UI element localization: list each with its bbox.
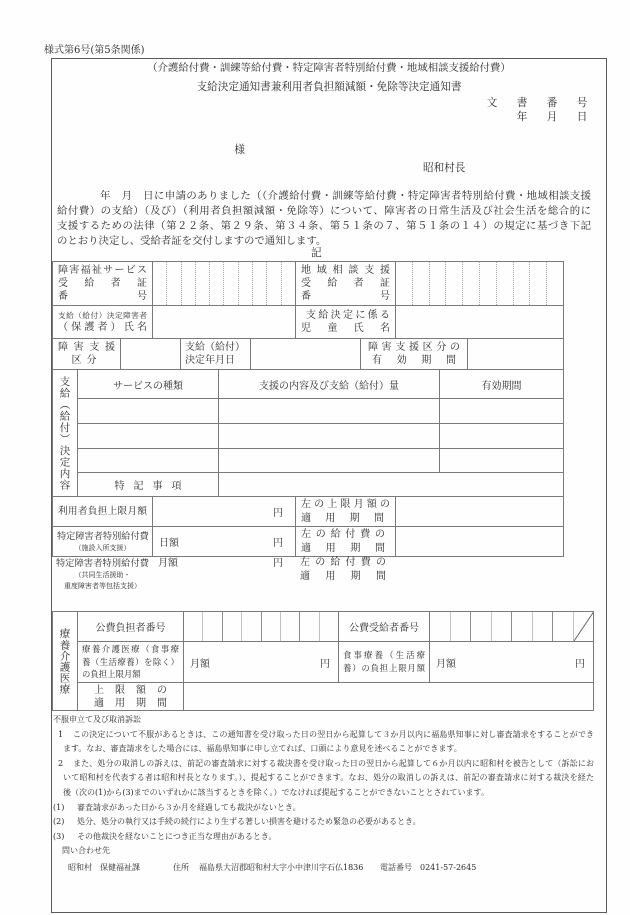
label-line: 児童氏名 bbox=[301, 323, 390, 334]
monthly-cap-period-value bbox=[395, 496, 564, 527]
item-text: いて昭和村を代表する者は昭和村長となります。）、提起することができます。なお、処分の取消しの訴えは、前記の審査請求に対する裁決を経た bbox=[63, 773, 594, 783]
digit-box bbox=[514, 262, 531, 305]
decision-date-value bbox=[250, 338, 361, 370]
issue-date bbox=[507, 110, 597, 124]
group-home-benefit-period-label bbox=[300, 556, 386, 584]
digit-box bbox=[153, 262, 167, 305]
label-line: 番号 bbox=[58, 291, 147, 302]
label-line: 上限額の bbox=[94, 684, 167, 696]
digit-box bbox=[497, 262, 514, 305]
regional-cert-label bbox=[295, 261, 396, 306]
condition-number: (3) bbox=[53, 831, 65, 841]
cap-period-label bbox=[77, 682, 184, 711]
medical-cap-label bbox=[77, 641, 184, 683]
label-line: 障害支援 bbox=[58, 342, 115, 353]
group-home-benefit-label bbox=[56, 557, 149, 592]
label-line: 養）の負担上限月額 bbox=[343, 663, 425, 673]
condition-text: 処分、処分の執行又は手続の続行により生ずる著しい損害を避けるため緊急の必要があるとき。 bbox=[77, 817, 421, 827]
appeal-notice bbox=[52, 713, 605, 876]
phone-label: 電話番号 bbox=[380, 862, 412, 872]
digit-box bbox=[184, 612, 203, 641]
digit-box bbox=[396, 262, 413, 305]
contact-address bbox=[173, 861, 363, 876]
decision-contents-section bbox=[52, 369, 78, 497]
recipient-number-boxes bbox=[429, 611, 594, 642]
digit-box bbox=[267, 262, 281, 305]
slash-mark bbox=[574, 612, 594, 641]
yen-unit: 円 bbox=[575, 658, 585, 670]
form-id: 様式第6号(第5条関係) bbox=[44, 45, 145, 56]
yen-unit: 円 bbox=[320, 658, 330, 670]
contact-phone bbox=[380, 861, 476, 876]
body-paragraph bbox=[57, 189, 591, 249]
service-type-cell bbox=[77, 423, 219, 449]
payer-number-boxes bbox=[183, 611, 339, 642]
digit-box bbox=[196, 262, 210, 305]
label-line: 左の上限月額の bbox=[301, 498, 390, 510]
label-line: 利用者負担上限月額 bbox=[58, 506, 147, 517]
digit-box bbox=[224, 262, 238, 305]
appeal-heading: 不服申立て及び取消訴訟 bbox=[53, 715, 141, 724]
digit-box bbox=[281, 612, 300, 641]
label-line: 適用期間 bbox=[94, 697, 167, 709]
item-text: この決定について不服があるときは、この通知書を受け取った日の翌日から起算して３か月以内に福島県知事に対し審査請求をすることができ bbox=[73, 729, 594, 739]
ki-heading: 記 bbox=[311, 247, 322, 259]
validity-period-cell bbox=[439, 423, 564, 449]
label-line: 養（生活療養）を除く） bbox=[82, 656, 179, 667]
label-line: 有効期間 bbox=[372, 355, 456, 366]
digit-box bbox=[547, 262, 563, 305]
amount-basis: 日額 bbox=[159, 538, 179, 549]
facility-benefit-amount bbox=[152, 526, 296, 557]
yen-unit: 円 bbox=[273, 508, 283, 519]
addressee-honorific: 様 bbox=[234, 144, 245, 156]
facility-benefit-period-label bbox=[295, 526, 396, 557]
appeal-condition bbox=[52, 815, 605, 830]
decision-contents-label: 支給（給付）決定内容 bbox=[58, 376, 71, 490]
group-home-benefit-basis: 月額 bbox=[158, 558, 178, 569]
item-number: 1 bbox=[58, 729, 64, 739]
label-line: 特定障害者特別給付費 bbox=[56, 558, 149, 569]
label-line: 重度障害者等包括支援） bbox=[64, 582, 141, 590]
body-line: 支援するための法律（第２２条、第２９条、第３４条、第５１条の７、第５１条の１４）の規定に基づき下記 bbox=[57, 220, 591, 232]
amount-basis: 月額 bbox=[436, 658, 456, 670]
label-line: 決定年月日 bbox=[185, 355, 235, 366]
digit-box bbox=[471, 612, 492, 641]
issue-date-char: 日 bbox=[576, 111, 588, 123]
digit-box bbox=[239, 262, 253, 305]
digit-box bbox=[492, 612, 513, 641]
appeal-condition bbox=[52, 801, 605, 816]
child-name-label bbox=[295, 305, 396, 339]
condition-text: その他裁決を経ないことにつき正当な理由があるとき。 bbox=[77, 831, 277, 841]
header-validity-period: 有効期間 bbox=[439, 369, 564, 399]
label-line: 食事療養（生活療 bbox=[343, 650, 425, 660]
label-line: 適用期間 bbox=[300, 571, 386, 582]
document-number-char: 号 bbox=[576, 97, 588, 109]
document-number-char: 書 bbox=[516, 97, 528, 109]
title-line-2: 支給決定通知書兼利用者負担額減額・免除等決定通知書 bbox=[196, 81, 462, 93]
condition-number: (2) bbox=[53, 817, 65, 827]
issue-date-char: 年 bbox=[516, 111, 528, 123]
medical-care-label: 療養介護医療 bbox=[58, 628, 71, 694]
label-line: 障害福祉サービス bbox=[58, 265, 147, 276]
document-number bbox=[477, 96, 597, 110]
label-line: 療養介護医療（食事療 bbox=[82, 644, 179, 655]
service-type-cell bbox=[77, 398, 219, 424]
recipient-name-value bbox=[152, 305, 296, 339]
appeal-item bbox=[52, 757, 605, 772]
label-line: （施設入所支援） bbox=[74, 543, 131, 552]
decision-date-label bbox=[180, 338, 251, 370]
digit-box bbox=[203, 612, 222, 641]
digit-box bbox=[530, 262, 547, 305]
digit-box bbox=[223, 612, 242, 641]
meal-cap-label bbox=[338, 641, 430, 683]
digit-box bbox=[463, 262, 480, 305]
group-home-benefit-unit: 円 bbox=[273, 558, 283, 569]
item-continuation: ます。なお、審査請求をした場合には、福島県知事に申し立てれば、口頭により意見を述べることができます。 bbox=[63, 744, 462, 754]
recipient-name-label bbox=[52, 305, 153, 339]
document-number-char: 番 bbox=[546, 97, 558, 109]
support-content-cell bbox=[218, 448, 440, 473]
validity-period-cell bbox=[439, 448, 564, 473]
support-content-cell bbox=[218, 398, 440, 424]
category-validity-label bbox=[360, 338, 468, 370]
digit-box bbox=[320, 612, 338, 641]
facility-benefit-period-value bbox=[395, 526, 564, 557]
addressee bbox=[100, 143, 245, 157]
contact-line bbox=[52, 861, 605, 876]
digit-box bbox=[480, 262, 497, 305]
title-line-1: （介護給付費・訓練等給付費・特定障害者特別給付費・地域相談支援給付費） bbox=[147, 62, 511, 74]
label-line: 支給決定に係る bbox=[306, 310, 390, 321]
digit-box bbox=[430, 612, 451, 641]
contact-heading: 問い合わせ先 bbox=[62, 846, 110, 856]
label-line: 支給（給付） bbox=[185, 342, 245, 353]
issue-date-char: 月 bbox=[546, 111, 558, 123]
body-line: 年 月 日に申請のありました（（介護給付費・訓練等給付費・特定障害者特別給付費・地域相談支援 bbox=[100, 190, 591, 202]
validity-period-cell bbox=[439, 398, 564, 424]
condition-number: (1) bbox=[53, 802, 65, 812]
appeal-condition bbox=[52, 830, 605, 845]
digit-box bbox=[282, 262, 295, 305]
address-label: 住所 bbox=[173, 862, 189, 872]
digit-box bbox=[167, 262, 181, 305]
digit-box bbox=[451, 612, 472, 641]
label-line: 左の給付費の bbox=[300, 557, 386, 568]
label-line: （共同生活援助・ bbox=[74, 571, 131, 579]
support-content-cell bbox=[218, 423, 440, 449]
monthly-cap-label bbox=[52, 496, 153, 527]
digit-box bbox=[182, 262, 196, 305]
digit-box bbox=[446, 262, 463, 305]
category-validity-value bbox=[467, 338, 564, 370]
label-line: 受給者証 bbox=[301, 278, 390, 289]
digit-box bbox=[430, 262, 447, 305]
payer-number-label: 公費負担者番号 bbox=[77, 611, 184, 642]
welfare-cert-number-boxes bbox=[152, 261, 296, 306]
document-number-char: 文 bbox=[486, 97, 498, 109]
digit-box bbox=[512, 612, 533, 641]
support-category-label bbox=[52, 338, 121, 370]
label-line: 番号 bbox=[301, 291, 390, 302]
label-line: 障害支援区分の bbox=[368, 342, 460, 353]
remarks-label: 特記事項 bbox=[77, 472, 219, 497]
label-line: 地域相談支援 bbox=[301, 265, 390, 276]
header-service-type: サービスの種類 bbox=[77, 369, 219, 399]
label-line: の負担上限月額 bbox=[82, 669, 141, 680]
remarks-value bbox=[218, 472, 564, 497]
digit-box bbox=[413, 262, 430, 305]
digit-box bbox=[242, 612, 261, 641]
address-value: 福島県大沼郡昭和村大字小中津川字石仏1836 bbox=[199, 862, 364, 872]
item-number: 2 bbox=[58, 758, 64, 768]
body-line: 給付費）の支給）（及び）（利用者負担額減額・免除等）について、障害者の日常生活及び社会生活を総合的に bbox=[57, 205, 591, 217]
label-line: 左の給付費の bbox=[301, 528, 385, 540]
label-line: 特定障害者特別給付費 bbox=[57, 530, 149, 542]
recipient-number-label: 公費受給者番号 bbox=[338, 611, 430, 642]
digit-box bbox=[553, 612, 574, 641]
yen-unit: 円 bbox=[273, 538, 283, 549]
support-category-value bbox=[120, 338, 181, 370]
digit-box-slashed bbox=[574, 612, 594, 641]
digit-box bbox=[210, 262, 224, 305]
meal-cap-amount bbox=[429, 641, 594, 683]
condition-text: 審査請求があった日から３か月を経過しても裁決がないとき。 bbox=[77, 802, 301, 812]
welfare-cert-label bbox=[52, 261, 153, 306]
digit-box bbox=[253, 262, 267, 305]
digit-box bbox=[262, 612, 281, 641]
digit-box bbox=[533, 612, 554, 641]
body-line: のとおり決定し、受給者証を交付しますので通知します。 bbox=[57, 235, 327, 247]
label-line: 受給者証 bbox=[58, 278, 147, 289]
regional-cert-number-boxes bbox=[395, 261, 564, 306]
label-line: 区分 bbox=[71, 355, 102, 366]
digit-box bbox=[300, 612, 319, 641]
amount-basis: 月額 bbox=[190, 658, 210, 670]
label-line: 適用期間 bbox=[301, 512, 384, 524]
monthly-cap-period-label bbox=[295, 496, 396, 527]
contact-department: 昭和村 保健福祉課 bbox=[68, 862, 140, 872]
child-name-value bbox=[395, 305, 564, 339]
item-continuation bbox=[52, 771, 605, 786]
label-line: 支給（給付）決定障害者 bbox=[58, 311, 147, 320]
medical-cap-amount bbox=[183, 641, 339, 683]
medical-care-section bbox=[52, 611, 78, 711]
header-support-content: 支援の内容及び支給（給付）量 bbox=[218, 369, 440, 399]
item-text: また、処分の取消しの訴えは、前記の審査請求に対する裁決書を受け取った日の翌日から起算して６か月以内に昭和村を被告として（訴訟にお bbox=[73, 758, 594, 768]
monthly-cap-amount bbox=[152, 496, 296, 527]
label-line: （保護者）氏名 bbox=[58, 322, 147, 333]
cap-period-value bbox=[183, 682, 594, 711]
facility-benefit-label bbox=[52, 526, 153, 557]
service-type-cell bbox=[77, 448, 219, 473]
issuer: 昭和村長 bbox=[423, 162, 466, 174]
item-continuation: 後（次の(1)から(3)までのいずれかに該当するときを除く。）でなければ提起することができないこととされています。 bbox=[63, 787, 489, 797]
phone-value: 0241-57-2645 bbox=[420, 862, 477, 872]
appeal-item bbox=[52, 728, 605, 743]
label-line: 適用期間 bbox=[301, 542, 385, 554]
